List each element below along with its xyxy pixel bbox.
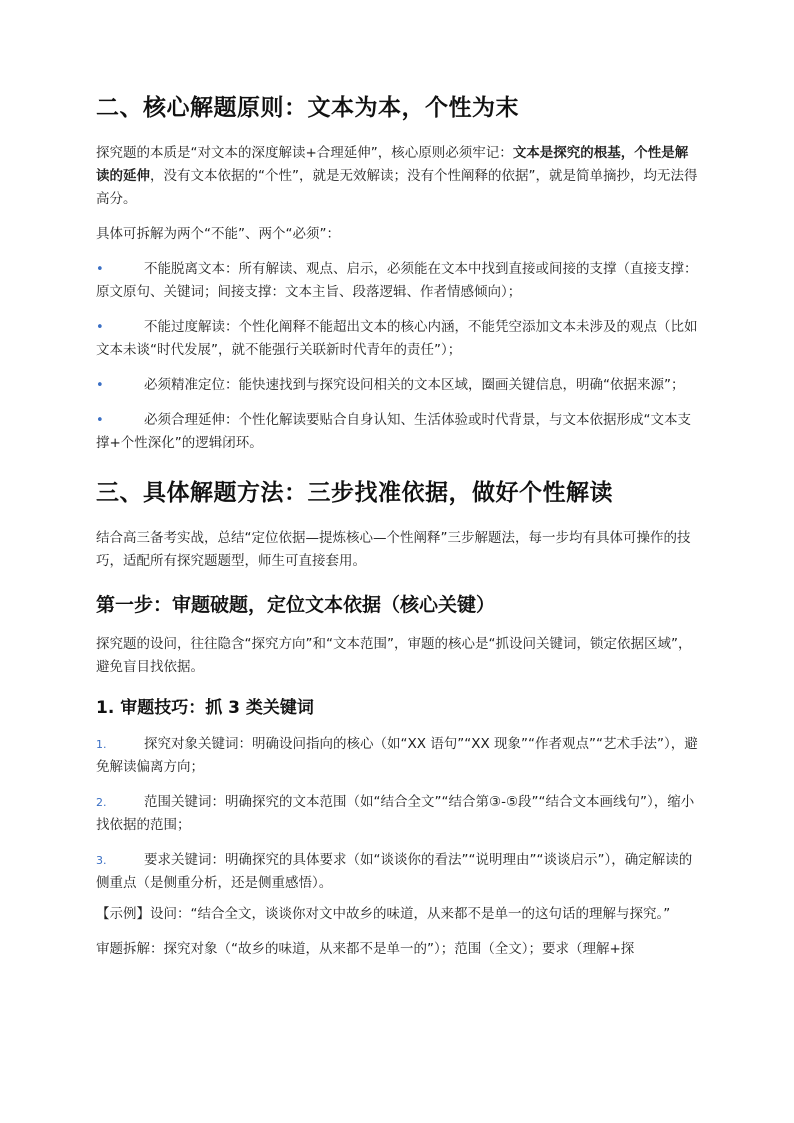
section-3-heading: 三、具体解题方法：三步找准依据，做好个性解读 xyxy=(96,480,613,506)
bullet-marker: • xyxy=(96,413,104,428)
keyword-list-item xyxy=(96,849,698,895)
example-paragraph: 【示例】设问：“结合全文，谈谈你对文中故乡的味道，从来都不是单一的这句话的理解与探究。” xyxy=(96,906,671,922)
bullet-text: 不能过度解读：个性化阐释不能超出文本的核心内涵，不能凭空添加文本未涉及的观点（比如文本未谈“时代发展”，就不能强行关联新时代青年的责任”）； xyxy=(96,319,698,358)
section-2-split-line: 具体可拆解为两个“不能”、两个“必须”： xyxy=(96,226,340,242)
principle-bullet xyxy=(96,316,698,362)
keyword-list-item xyxy=(96,733,698,779)
list-number: 3. xyxy=(96,854,107,867)
list-number: 2. xyxy=(96,796,107,809)
keyword-list-item xyxy=(96,791,698,837)
bullet-marker: • xyxy=(96,262,104,277)
bullet-marker: • xyxy=(96,378,104,393)
list-item-text: 要求关键词：明确探究的具体要求（如“谈谈你的看法”“说明理由”“谈谈启示”），确定解读的侧重点（是侧重分析，还是侧重感悟）。 xyxy=(96,852,693,891)
principle-bullet xyxy=(96,409,698,455)
section-2-intro xyxy=(96,142,698,211)
intro-text-post: ，没有文本依据的“个性”，就是无效解读；没有个性阐释的依据”，就是简单摘抄，均无法得高分。 xyxy=(96,168,698,207)
bullet-text: 必须合理延伸：个性化解读要贴合自身认知、生活体验或时代背景，与文本依据形成“文本支撑+个性深化”的逻辑闭环。 xyxy=(96,412,691,451)
list-item-text: 探究对象关键词：明确设问指向的核心（如“XX 语句”“XX 现象”“作者观点”“艺术手法”），避免解读偏离方向； xyxy=(96,736,698,775)
section-2-heading: 二、核心解题原则：文本为本，个性为末 xyxy=(96,95,519,121)
bullet-text: 不能脱离文本：所有解读、观点、启示，必须能在文本中找到直接或间接的支撑（直接支撑：原文原句、关键词；间接支撑：文本主旨、段落逻辑、作者情感倾向）； xyxy=(96,261,698,300)
section-3-intro: 结合高三备考实战，总结“定位依据—提炼核心—个性阐释”三步解题法，每一步均有具体可操作的技巧，适配所有探究题题型，师生可直接套用。 xyxy=(96,530,691,569)
principle-bullet xyxy=(96,374,698,397)
sub-1-heading: 1. 审题技巧：抓 3 类关键词 xyxy=(96,698,314,718)
bullet-marker: • xyxy=(96,320,104,335)
list-item-text: 范围关键词：明确探究的文本范围（如“结合全文”“结合第③-⑤段”“结合文本画线句”），缩小找依据的范围； xyxy=(96,794,695,833)
list-number: 1. xyxy=(96,738,107,751)
analysis-paragraph: 审题拆解：探究对象（“故乡的味道，从来都不是单一的”）；范围（全文）；要求（理解+探 xyxy=(96,941,635,957)
intro-text-pre: 探究题的本质是“对文本的深度解读+合理延伸”，核心原则必须牢记： xyxy=(96,145,513,161)
step-1-intro: 探究题的设问，往往隐含“探究方向”和“文本范围”，审题的核心是“抓设问关键词，锁定依据区域”，避免盲目找依据。 xyxy=(96,636,692,675)
principle-bullet xyxy=(96,258,698,304)
bullet-text: 必须精准定位：能快速找到与探究设问相关的文本区域，圈画关键信息，明确“依据来源”； xyxy=(144,377,685,393)
intro-text-bold: 文本是探究的根基，个性是解读的延伸 xyxy=(96,145,689,184)
step-1-heading: 第一步：审题破题，定位文本依据（核心关键） xyxy=(96,594,496,616)
